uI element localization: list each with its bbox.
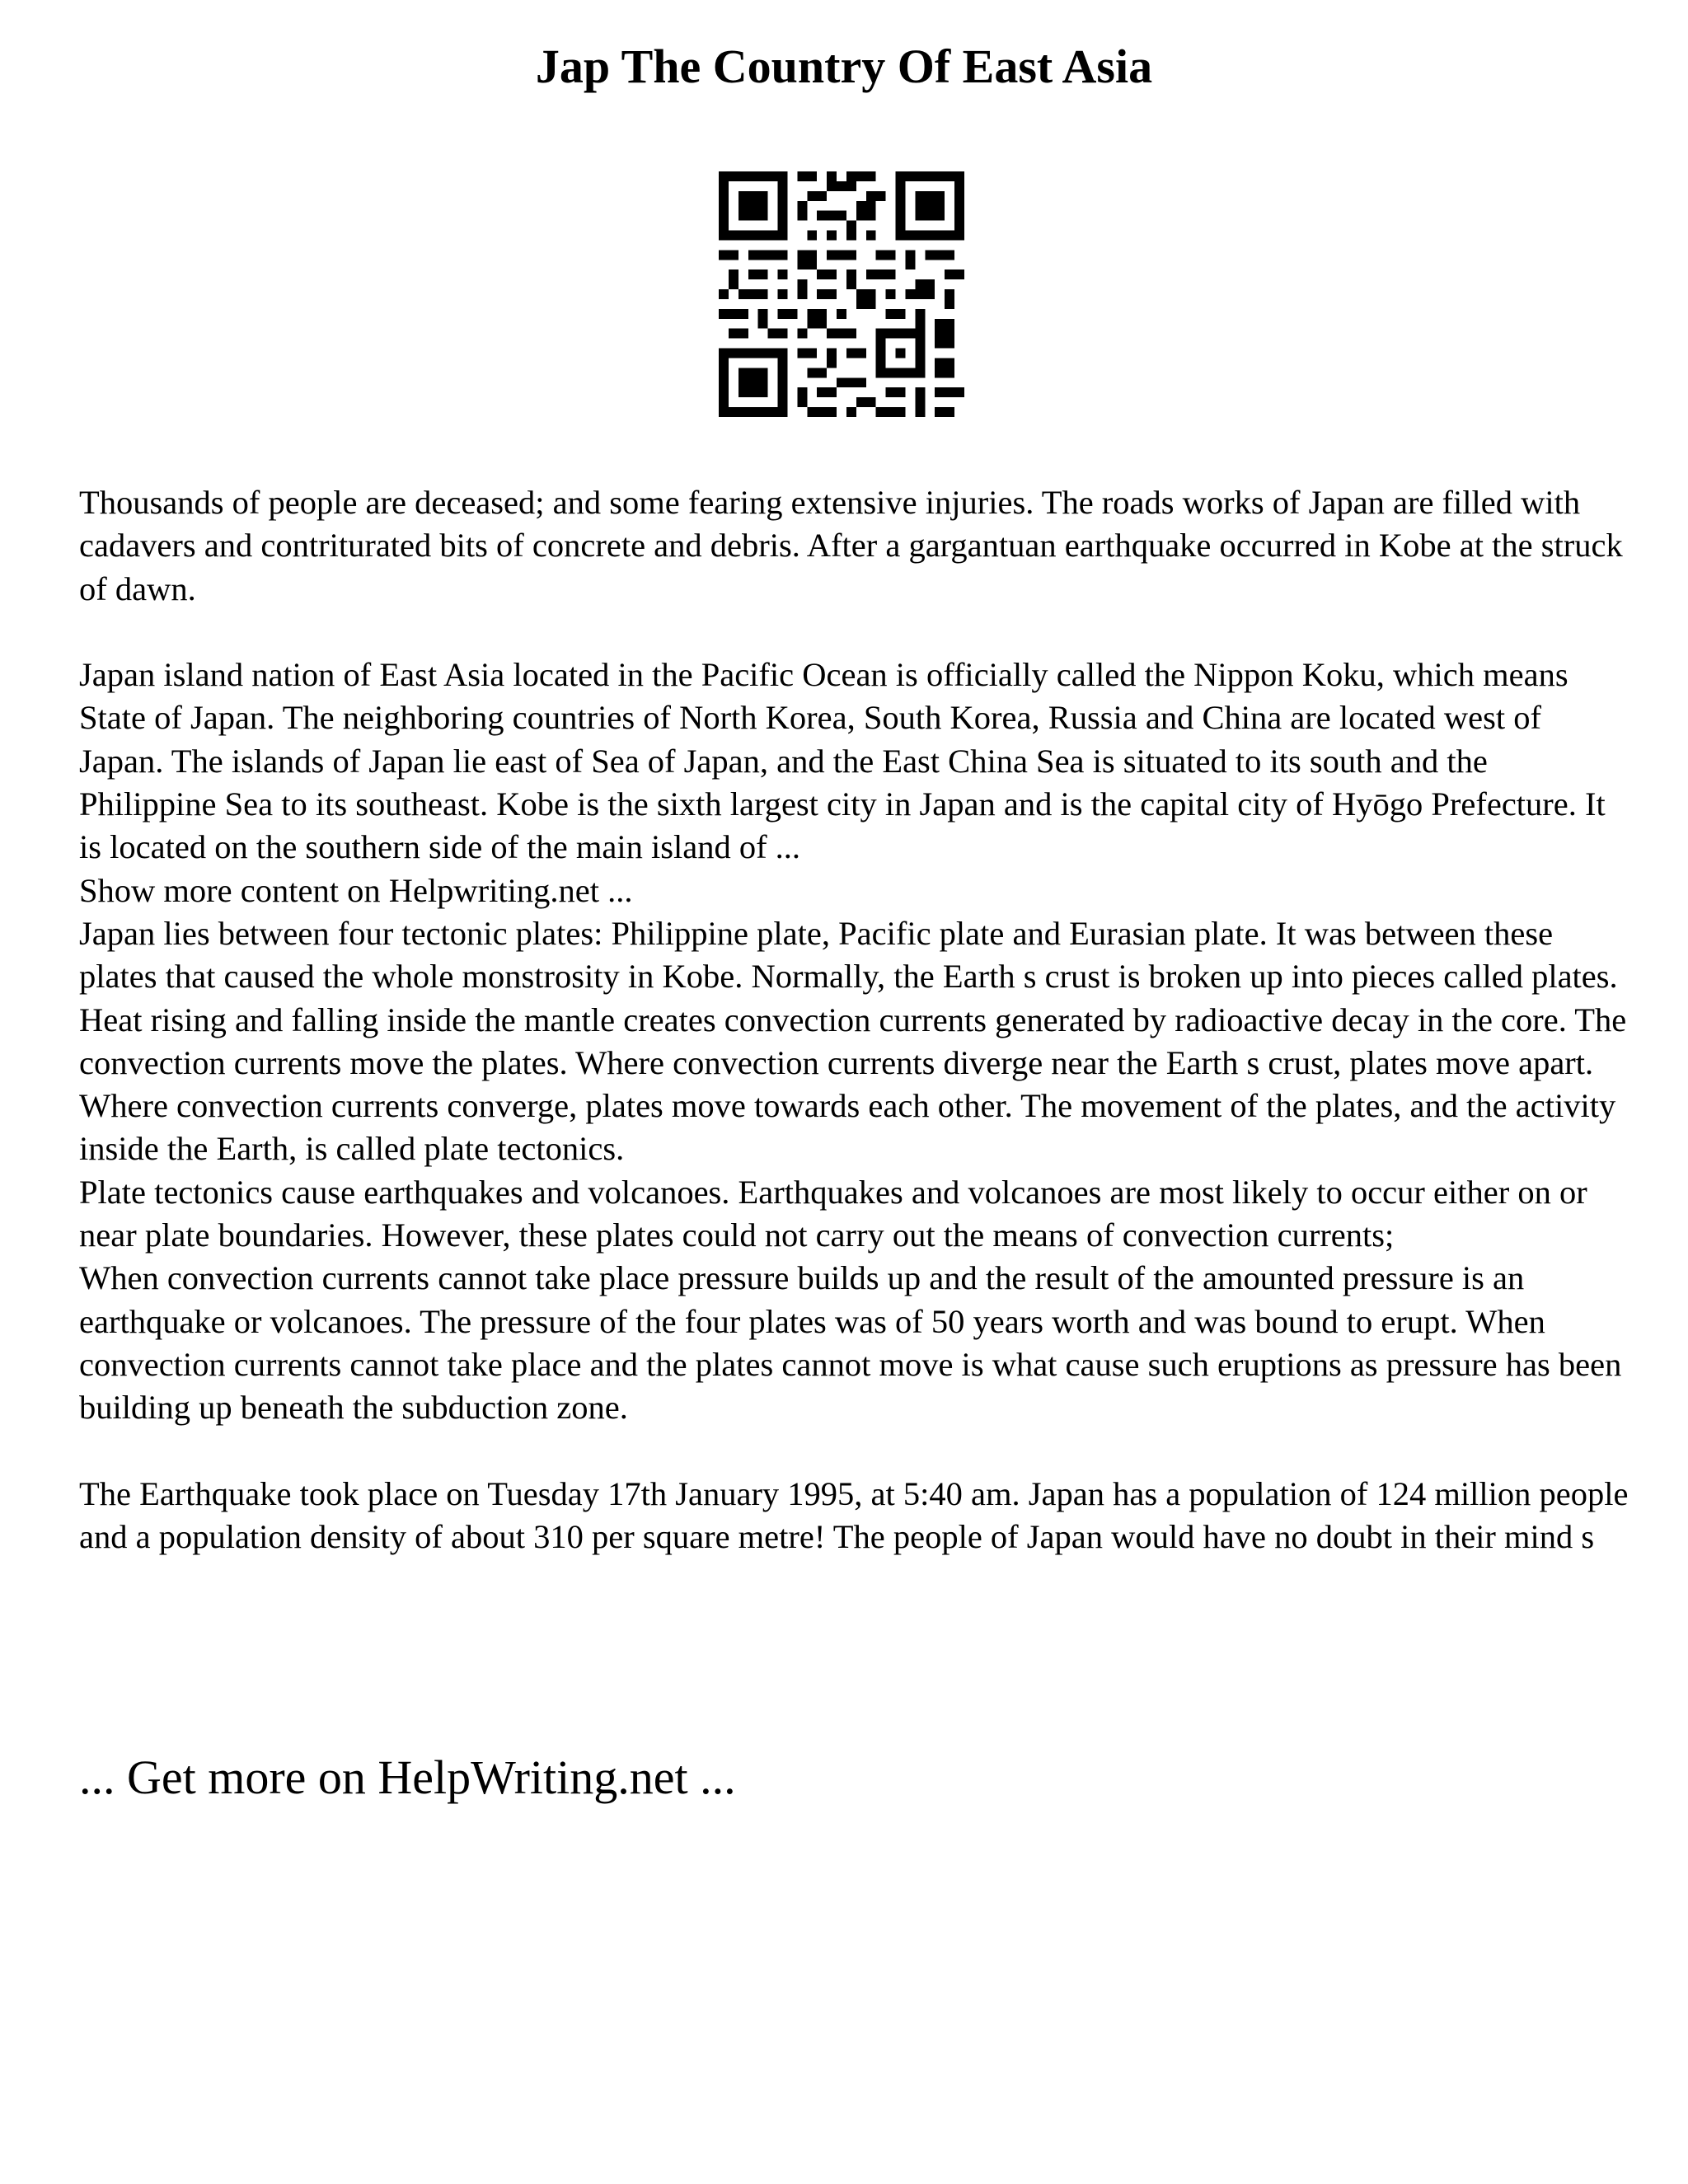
show-more-link[interactable]: Show more content on Helpwriting.net ...	[79, 871, 633, 909]
paragraph-boundaries: Plate tectonics cause earthquakes and volcanoes. Earthquakes and volcanoes are most likely to occur either on or near plate boundaries. However, these plates could not carry out the means of convection currents;	[79, 1173, 1587, 1254]
paragraph-spacer	[79, 1430, 1629, 1473]
paragraph-tectonics: Japan lies between four tectonic plates: Philippine plate, Pacific plate and Eurasian plate. It was between these plates that caused the whole monstrosity in Kobe. Normally, the Earth s crust is broken up into pieces called plates. Heat rising and falling inside the mantle creates convection currents generated by radioactive decay in the core. The convection currents move the plates. Where convection currents diverge near the Earth s crust, plates move apart. Where convection currents converge, plates move towards each other. The movement of the plates, and the activity inside the Earth, is called plate tectonics.	[79, 914, 1627, 1168]
paragraph-date: The Earthquake took place on Tuesday 17th January 1995, at 5:40 am. Japan has a population of 124 million people and a population density of about 310 per square metre! The people of Japan would have no doubt in their mind s	[79, 1474, 1629, 1556]
paragraph-pressure: When convection currents cannot take place pressure builds up and the result of the amounted pressure is an earthquake or volcanoes. The pressure of the four plates was of 50 years worth and was bound to erupt. When convection currents cannot take place and the plates cannot move is what cause such eruptions as pressure has been building up beneath the subduction zone.	[79, 1259, 1622, 1427]
document-title: Jap The Country Of East Asia	[535, 40, 1153, 93]
paragraph-geography: Japan island nation of East Asia located in the Pacific Ocean is officially called the Nippon Koku, which means State of Japan. The neighboring countries of North Korea, South Korea, Russia and China are located west of Japan. The islands of Japan lie east of Sea of Japan, and the East China Sea is situated to its south and the Philippine Sea to its southeast. Kobe is the sixth largest city in Japan and is the capital city of Hyōgo Prefecture. It is located on the southern side of the main island of ...	[79, 656, 1606, 866]
qr-code-graphic	[719, 171, 964, 417]
paragraph-spacer	[79, 611, 1629, 654]
get-more-link[interactable]: ... Get more on HelpWriting.net ...	[79, 1750, 736, 1804]
qr-code-icon	[719, 171, 964, 417]
article-body	[79, 481, 1629, 1558]
paragraph-intro: Thousands of people are deceased; and some fearing extensive injuries. The roads works of Japan are filled with cadavers and contriturated bits of concrete and debris. After a gargantuan earthquake occurred in Kobe at the struck of dawn.	[79, 484, 1623, 607]
